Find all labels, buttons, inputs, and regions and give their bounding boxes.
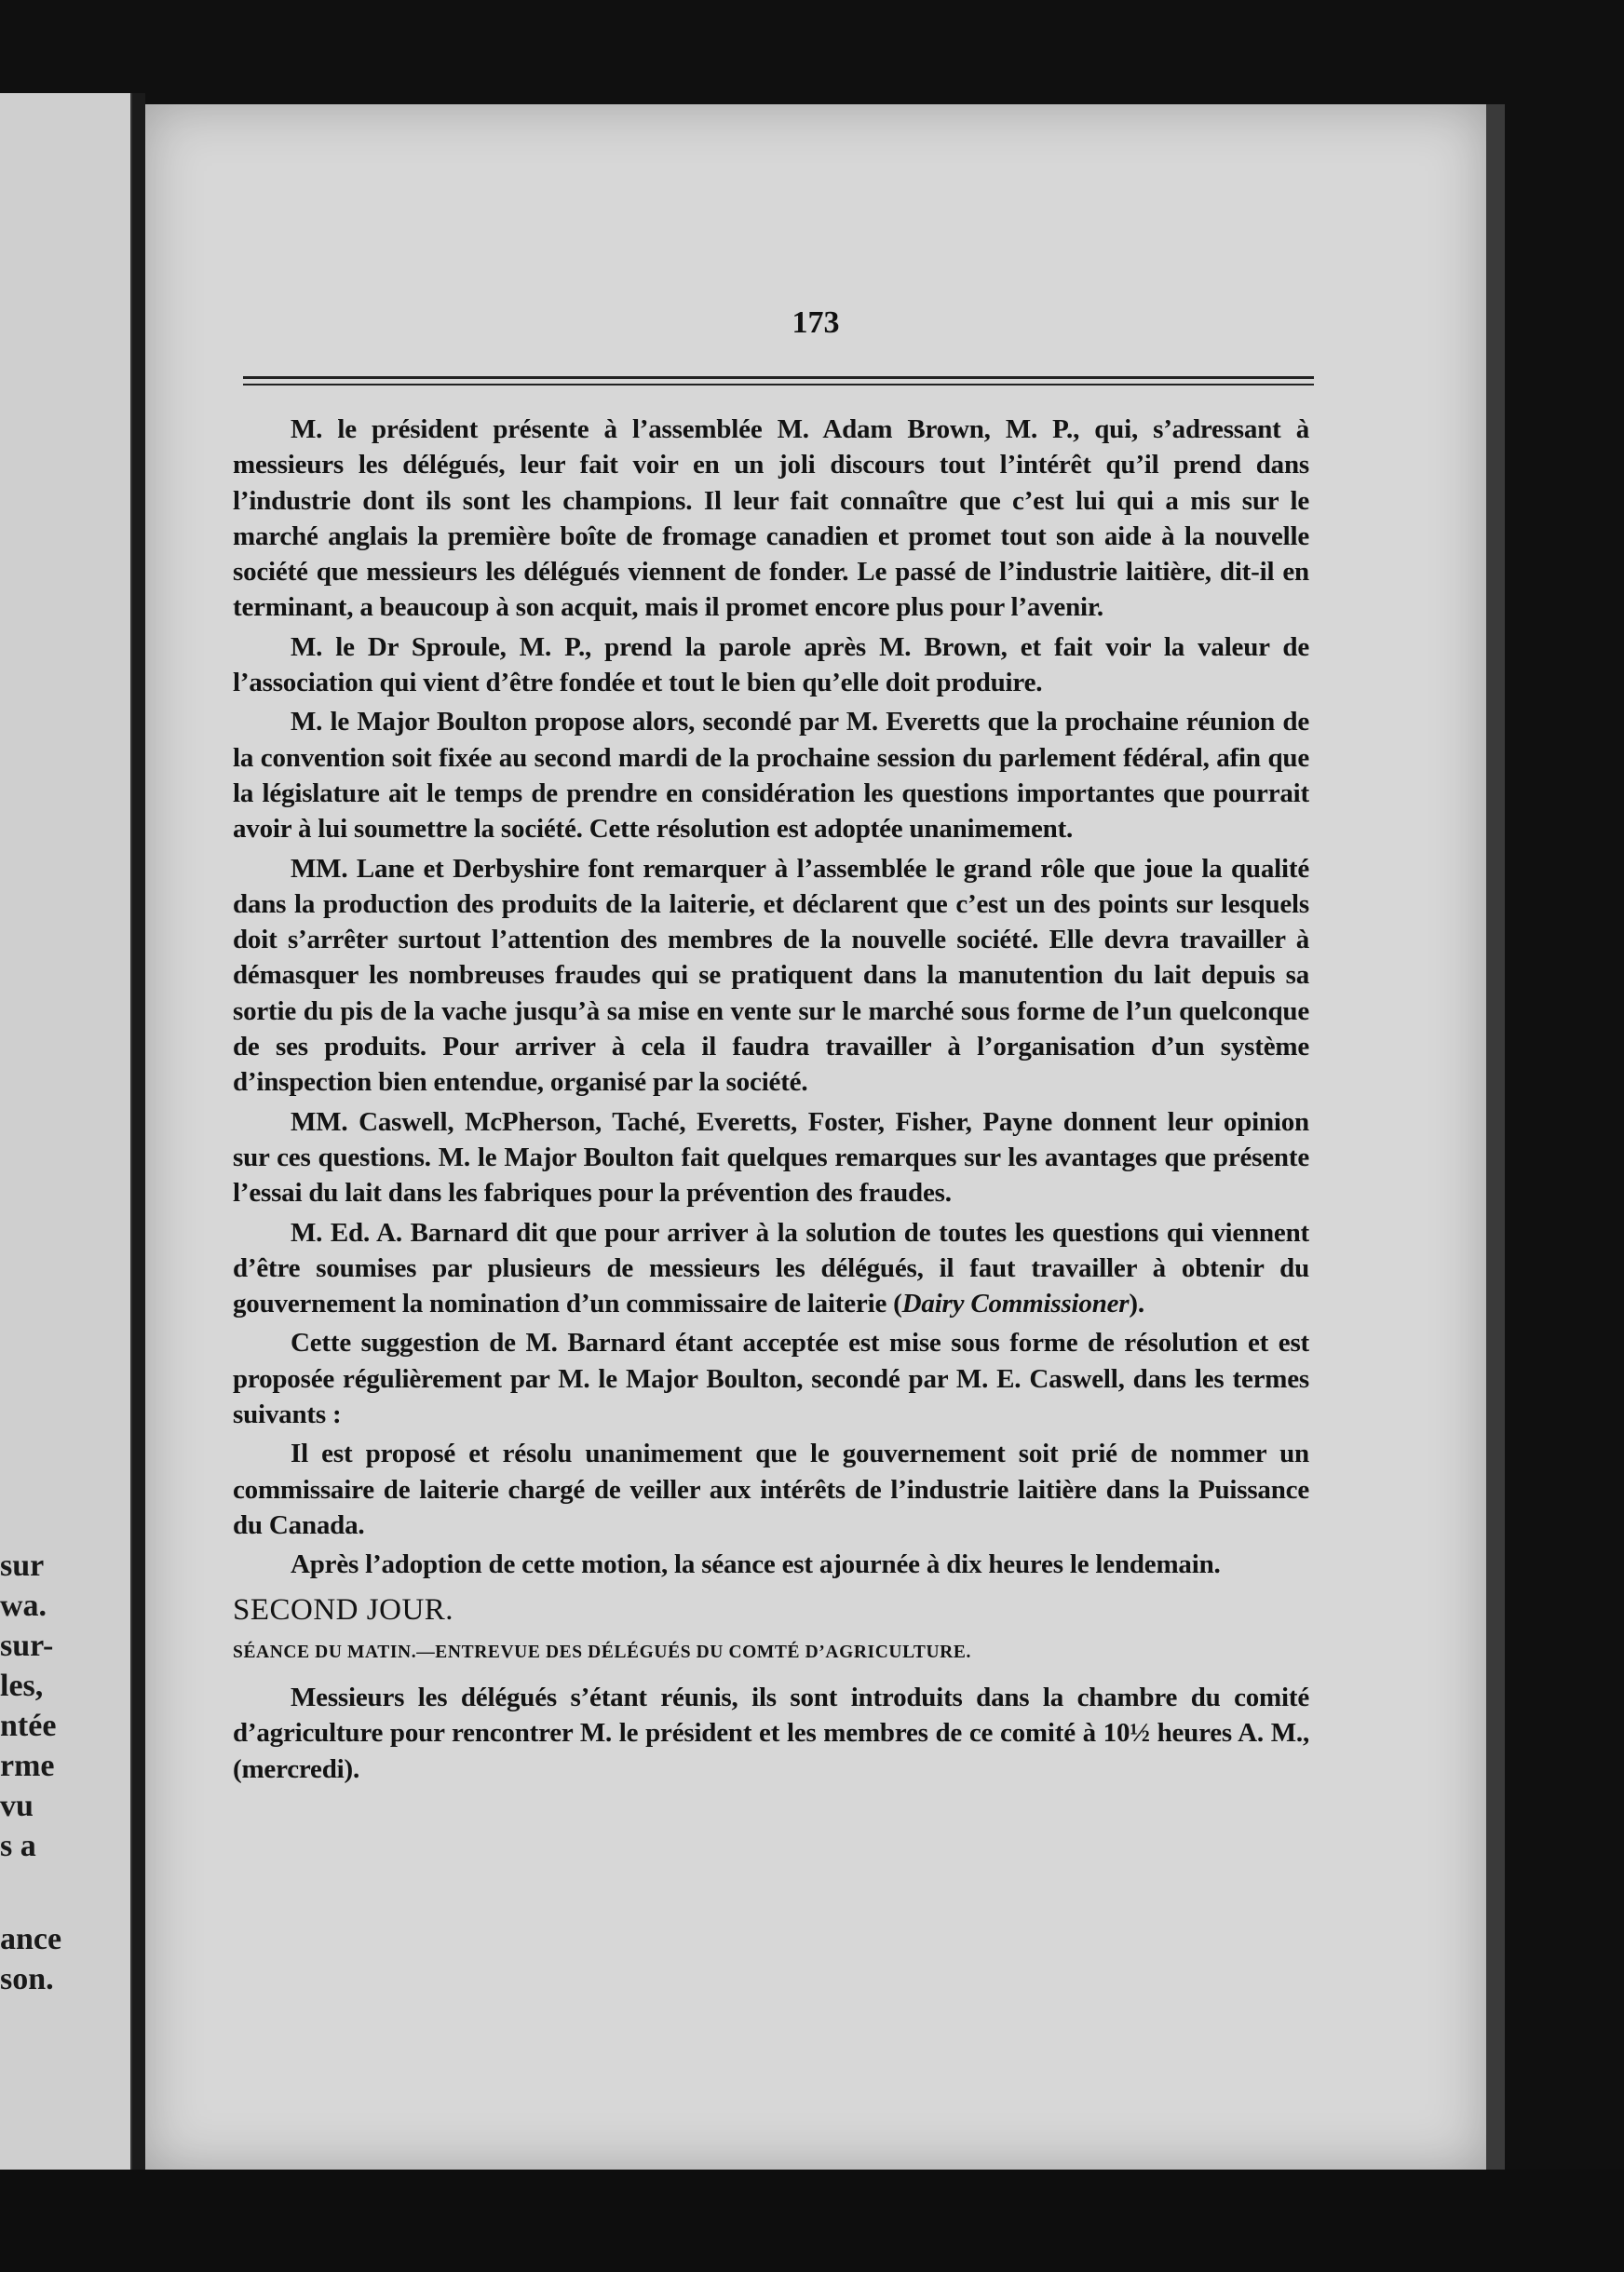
facing-page-fragment: ance <box>0 1922 62 1956</box>
facing-page-fragment: s a <box>0 1829 36 1863</box>
paragraph: Messieurs les délégués s’étant réunis, ils sont introduits dans la chambre du comité d’agriculture pour rencontrer M. le président et les membres de ce comité à 10½ heures A. M., (mercredi). <box>233 1683 1309 1784</box>
facing-page-fragment: sur <box>0 1548 45 1583</box>
page-number: 173 <box>792 305 840 340</box>
paragraph: Cette suggestion de M. Barnard étant acceptée est mise sous forme de résolution et est proposée régulièrement par M. le Major Boulton, secondé par M. E. Caswell, dans les termes suivants : <box>233 1328 1309 1430</box>
paragraph: M. le Dr Sproule, M. P., prend la parole après M. Brown, et fait voir la valeur de l’association qui vient d’être fondée et tout le bien qu’elle doit produire. <box>233 631 1309 698</box>
facing-page-edge <box>0 93 132 2170</box>
facing-page-fragment: les, <box>0 1669 44 1703</box>
paragraph-text: M. Ed. A. Barnard dit que pour arriver à la solution de toutes les questions qui viennent d’être soumises par plusieurs de messieurs les délégués, il faut travailler à obtenir du gouvernement la nomination d’un commissaire de laiterie ( <box>233 1217 1309 1319</box>
page-body <box>233 412 1309 1787</box>
document-page <box>145 104 1486 2171</box>
facing-page-fragment: vu <box>0 1789 34 1823</box>
facing-page-fragment: sur- <box>0 1629 54 1663</box>
header-rule <box>243 376 1314 379</box>
facing-page-fragment: wa. <box>0 1589 47 1623</box>
facing-page-fragment: ntée <box>0 1709 57 1743</box>
book-gutter <box>132 93 145 2170</box>
section-subtitle: SÉANCE DU MATIN.—ENTREVUE DES DÉLÉGUÉS DU COMTÉ D’AGRICULTURE. <box>233 1642 971 1662</box>
header-rule <box>243 384 1314 385</box>
paragraph: MM. Caswell, McPherson, Taché, Everetts, Foster, Fisher, Payne donnent leur opinion sur ces questions. M. le Major Boulton fait quelques remarques sur les avantages que présente l’essai du lait dans les fabriques pour la prévention des fraudes. <box>233 1106 1309 1209</box>
paragraph <box>233 1215 1309 1322</box>
page-right-edge <box>1486 104 1505 2171</box>
scanner-bottom-band <box>0 2170 1624 2272</box>
facing-page-fragment: son. <box>0 1962 54 1996</box>
facing-page-fragment: rme <box>0 1749 55 1783</box>
paragraph-text: ). <box>1129 1289 1144 1319</box>
paragraph: M. le Major Boulton propose alors, secondé par M. Everetts que la prochaine réunion de la convention soit fixée au second mardi de la prochaine session du parlement fédéral, afin que la législature ait le temps de prendre en considération les questions importantes que pourrait avoir à lui soumettre la société. Cette résolution est adoptée unanimement. <box>233 707 1309 845</box>
italic-term: Dairy Commissioner <box>901 1289 1130 1319</box>
section-title: SECOND JOUR. <box>233 1592 454 1627</box>
paragraph: MM. Lane et Derbyshire font remarquer à l’assemblée le grand rôle que joue la qualité dans la production des produits de la laiterie, et déclarent que c’est un des points sur lesquels doit s’arrêter surtout l’attention des membres de la nouvelle société. Elle devra travailler à démasquer les nombreuses fraudes qui se pratiquent dans la manutention du lait depuis sa sortie du pis de la vache jusqu’à sa mise en vente sur le marché sous forme de l’un quelconque de ses produits. Pour arriver à cela il faudra travailler à l’organisation d’un système d’inspection bien entendue, organisé par la société. <box>233 853 1309 1098</box>
paragraph: M. le président présente à l’assemblée M. Adam Brown, M. P., qui, s’adressant à messieurs les délégués, leur fait voir en un joli discours tout l’intérêt qu’il prend dans l’industrie dont ils sont les champions. Il leur fait connaître que c’est lui qui a mis sur le marché anglais la première boîte de fromage canadien et promet tout son aide à la nouvelle société que messieurs les délégués viennent de fonder. Le passé de l’industrie laitière, dit-il en terminant, a beaucoup à son acquit, mais il promet encore plus pour l’avenir. <box>233 414 1309 623</box>
paragraph: Après l’adoption de cette motion, la séance est ajournée à dix heures le lendemain. <box>291 1549 1221 1580</box>
paragraph: Il est proposé et résolu unanimement que le gouvernement soit prié de nommer un commissaire de laiterie chargé de veiller aux intérêts de l’industrie laitière dans la Puissance du Canada. <box>233 1439 1309 1540</box>
